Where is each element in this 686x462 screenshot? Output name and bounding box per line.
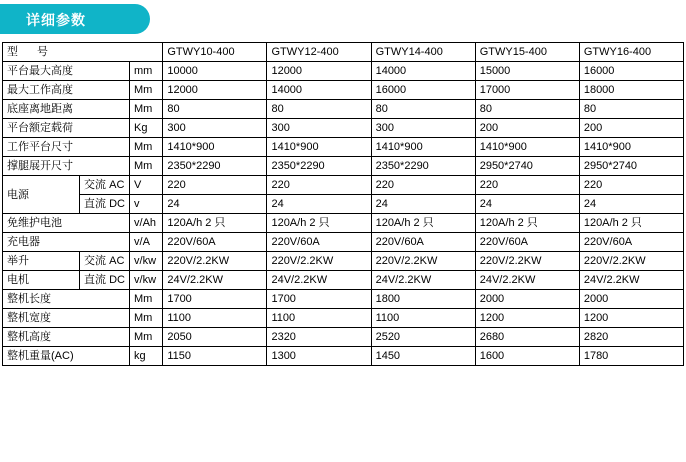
cell-value: 24V/2.2KW [475, 271, 579, 290]
cell-value: 1600 [475, 347, 579, 366]
cell-value: 24 [371, 195, 475, 214]
cell-value: 300 [163, 119, 267, 138]
row-label: 整机长度 [3, 290, 130, 309]
row-unit: Mm [130, 100, 163, 119]
cell-value: 220V/60A [267, 233, 371, 252]
cell-value: 1200 [475, 309, 579, 328]
table-row [3, 252, 684, 271]
cell-value: 2520 [371, 328, 475, 347]
table-row [3, 100, 684, 119]
cell-value: 1410*900 [475, 138, 579, 157]
cell-value: 220 [267, 176, 371, 195]
cell-value: 18000 [579, 81, 683, 100]
row-unit: kg [130, 347, 163, 366]
cell-value: 220V/60A [371, 233, 475, 252]
row-label: 平台最大高度 [3, 62, 130, 81]
cell-value: 1410*900 [267, 138, 371, 157]
cell-value: 24V/2.2KW [371, 271, 475, 290]
column-header-model: 型 号 [3, 43, 163, 62]
table-row [3, 328, 684, 347]
row-label: 最大工作高度 [3, 81, 130, 100]
cell-value: 80 [163, 100, 267, 119]
row-unit: Kg [130, 119, 163, 138]
column-header-gtwy16: GTWY16-400 [579, 43, 683, 62]
cell-value: 1800 [371, 290, 475, 309]
cell-value: 1300 [267, 347, 371, 366]
table-row [3, 347, 684, 366]
cell-value: 220V/2.2KW [475, 252, 579, 271]
cell-value: 24V/2.2KW [163, 271, 267, 290]
cell-value: 220V/60A [475, 233, 579, 252]
column-header-gtwy15: GTWY15-400 [475, 43, 579, 62]
cell-value: 120A/h 2 只 [267, 214, 371, 233]
cell-value: 120A/h 2 只 [371, 214, 475, 233]
row-label: 整机重量(AC) [3, 347, 130, 366]
cell-value: 2950*2740 [579, 157, 683, 176]
page-title: 详细参数 [26, 12, 86, 28]
cell-value: 24 [579, 195, 683, 214]
cell-value: 15000 [475, 62, 579, 81]
table-row [3, 119, 684, 138]
column-header-gtwy14: GTWY14-400 [371, 43, 475, 62]
cell-value: 1100 [371, 309, 475, 328]
row-label: 撑腿展开尺寸 [3, 157, 130, 176]
table-header-row [3, 43, 684, 62]
cell-value: 1410*900 [163, 138, 267, 157]
row-sublabel: 交流 AC [80, 176, 130, 195]
row-label: 底座离地距离 [3, 100, 130, 119]
cell-value: 2820 [579, 328, 683, 347]
page-header [0, 0, 686, 38]
table-row [3, 81, 684, 100]
cell-value: 12000 [267, 62, 371, 81]
cell-value: 24V/2.2KW [267, 271, 371, 290]
specifications-table [2, 42, 684, 366]
cell-value: 220 [475, 176, 579, 195]
cell-value: 300 [371, 119, 475, 138]
row-unit: Mm [130, 328, 163, 347]
row-unit: Mm [130, 81, 163, 100]
row-unit: v/kw [130, 271, 163, 290]
cell-value: 220V/2.2KW [267, 252, 371, 271]
table-row [3, 157, 684, 176]
cell-value: 2350*2290 [371, 157, 475, 176]
cell-value: 24V/2.2KW [579, 271, 683, 290]
cell-value: 220 [371, 176, 475, 195]
cell-value: 220V/2.2KW [579, 252, 683, 271]
cell-value: 120A/h 2 只 [163, 214, 267, 233]
row-label: 平台额定载荷 [3, 119, 130, 138]
table-row [3, 271, 684, 290]
row-label-group-lift-motor-2: 电机 [3, 271, 80, 290]
table-row [3, 309, 684, 328]
cell-value: 17000 [475, 81, 579, 100]
table-row [3, 62, 684, 81]
cell-value: 1410*900 [579, 138, 683, 157]
cell-value: 300 [267, 119, 371, 138]
table-row [3, 290, 684, 309]
cell-value: 80 [371, 100, 475, 119]
cell-value: 1410*900 [371, 138, 475, 157]
row-unit: mm [130, 62, 163, 81]
cell-value: 14000 [371, 62, 475, 81]
cell-value: 1700 [163, 290, 267, 309]
row-unit: v/Ah [130, 214, 163, 233]
cell-value: 16000 [579, 62, 683, 81]
cell-value: 12000 [163, 81, 267, 100]
row-unit: Mm [130, 309, 163, 328]
row-sublabel: 交流 AC [80, 252, 130, 271]
row-unit: v/kw [130, 252, 163, 271]
cell-value: 16000 [371, 81, 475, 100]
row-unit: Mm [130, 138, 163, 157]
cell-value: 80 [475, 100, 579, 119]
cell-value: 2050 [163, 328, 267, 347]
cell-value: 220V/60A [579, 233, 683, 252]
cell-value: 120A/h 2 只 [475, 214, 579, 233]
cell-value: 220 [579, 176, 683, 195]
cell-value: 10000 [163, 62, 267, 81]
row-unit: Mm [130, 290, 163, 309]
column-header-gtwy10: GTWY10-400 [163, 43, 267, 62]
cell-value: 2350*2290 [163, 157, 267, 176]
cell-value: 220V/2.2KW [163, 252, 267, 271]
cell-value: 24 [267, 195, 371, 214]
row-label-group-power: 电源 [3, 176, 80, 214]
cell-value: 2000 [579, 290, 683, 309]
cell-value: 2320 [267, 328, 371, 347]
cell-value: 120A/h 2 只 [579, 214, 683, 233]
cell-value: 1100 [267, 309, 371, 328]
row-label-group-lift-motor-1: 举升 [3, 252, 80, 271]
cell-value: 2000 [475, 290, 579, 309]
cell-value: 1450 [371, 347, 475, 366]
row-unit: Mm [130, 157, 163, 176]
cell-value: 1150 [163, 347, 267, 366]
row-unit: v/A [130, 233, 163, 252]
row-unit: v [130, 195, 163, 214]
cell-value: 1100 [163, 309, 267, 328]
cell-value: 24 [163, 195, 267, 214]
cell-value: 24 [475, 195, 579, 214]
row-sublabel: 直流 DC [80, 271, 130, 290]
row-label: 整机宽度 [3, 309, 130, 328]
cell-value: 220V/60A [163, 233, 267, 252]
cell-value: 220V/2.2KW [371, 252, 475, 271]
table-row [3, 214, 684, 233]
row-sublabel: 直流 DC [80, 195, 130, 214]
cell-value: 80 [579, 100, 683, 119]
cell-value: 1780 [579, 347, 683, 366]
cell-value: 2680 [475, 328, 579, 347]
row-label: 充电器 [3, 233, 130, 252]
table-row [3, 176, 684, 195]
table-row [3, 233, 684, 252]
cell-value: 220 [163, 176, 267, 195]
cell-value: 1200 [579, 309, 683, 328]
table-row [3, 195, 684, 214]
row-unit: V [130, 176, 163, 195]
row-label: 整机高度 [3, 328, 130, 347]
table-row [3, 138, 684, 157]
cell-value: 2350*2290 [267, 157, 371, 176]
cell-value: 2950*2740 [475, 157, 579, 176]
row-label: 工作平台尺寸 [3, 138, 130, 157]
cell-value: 1700 [267, 290, 371, 309]
cell-value: 80 [267, 100, 371, 119]
cell-value: 200 [579, 119, 683, 138]
column-header-gtwy12: GTWY12-400 [267, 43, 371, 62]
table-body [3, 43, 684, 366]
row-label: 免维护电池 [3, 214, 130, 233]
cell-value: 200 [475, 119, 579, 138]
cell-value: 14000 [267, 81, 371, 100]
